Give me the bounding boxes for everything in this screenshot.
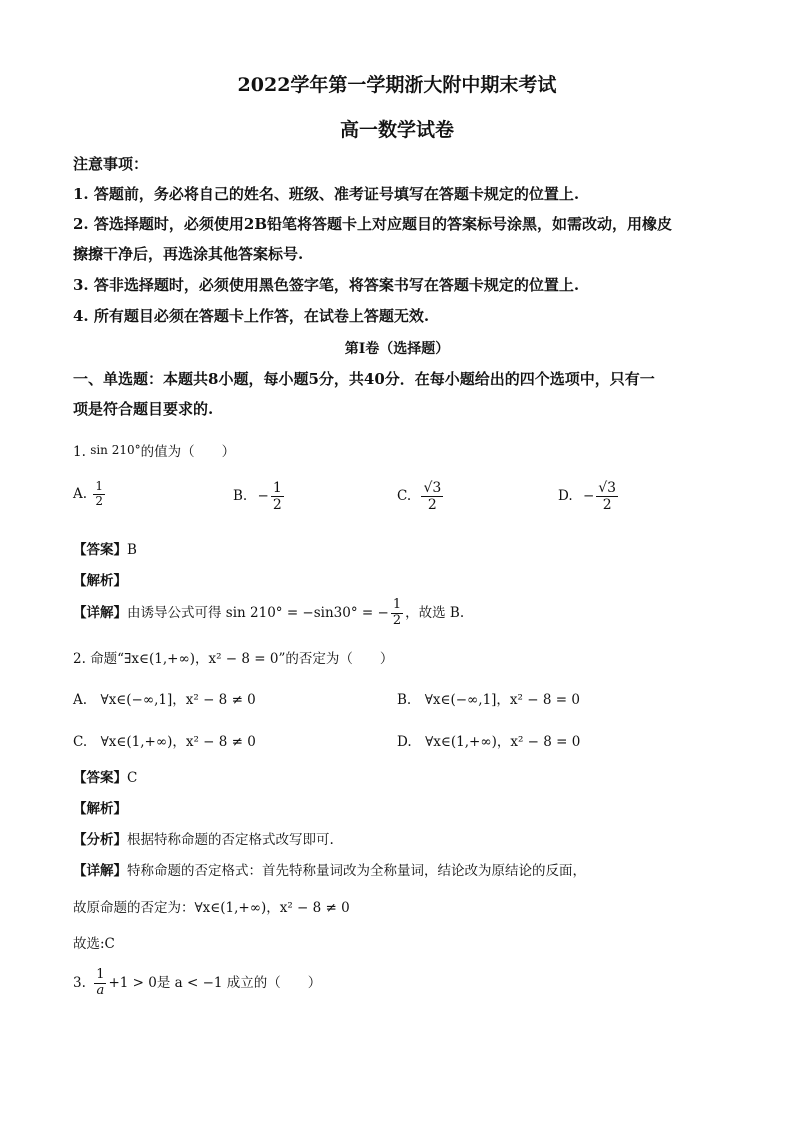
q2-option-c: C. ∀x∈(1,+∞)，x² − 8 ≠ 0: [73, 734, 256, 750]
q2-stem: 2. 命题“∃x∈(1,+∞)，x² − 8 = 0”的否定为（ ）: [73, 651, 394, 667]
note-item-4: 4. 所有题目必须在答题卡上作答，在试卷上答题无效.: [73, 307, 430, 325]
q1-detail: 【详解】由诱导公式可得 sin 210° = −sin30° = − $\frac{1}{2}$ ，故选 B.: [73, 597, 465, 628]
note-item-3: 3. 答非选择题时，必须使用黑色签字笔，将答案书写在答题卡规定的位置上.: [73, 276, 580, 294]
q1-stem-text: 的值为（ ）: [140, 444, 236, 460]
q1-expression: sin 210°: [90, 443, 141, 457]
q2-analysis-label: 【解析】: [73, 801, 127, 817]
q1-option-b: B. − $\frac{1}{2}$: [233, 480, 282, 514]
q1-answer: 【答案】B: [73, 542, 137, 558]
section-title: 第I卷（选择题）: [344, 341, 450, 357]
notes-heading: 注意事项：: [73, 155, 149, 173]
note-item-1: 1. 答题前，务必将自己的姓名、班级、准考证号填写在答题卡规定的位置上.: [73, 185, 580, 203]
q2-option-d: D. ∀x∈(1,+∞)，x² − 8 = 0: [397, 734, 581, 750]
exam-subtitle: 高一数学试卷: [339, 119, 454, 141]
q1-option-d: D. − $\frac{√3}{2}$: [558, 480, 617, 514]
q1-option-a: A. $\frac{1}{2}$: [73, 479, 103, 508]
part1-instructions: 一、单选题：本题共8小题，每小题5分，共40分．在每小题给出的四个选项中，只有一: [73, 370, 655, 388]
q1-analysis-label: 【解析】: [73, 573, 127, 589]
note-item-2-cont: 擦擦干净后，再选涂其他答案标号.: [73, 245, 304, 263]
part1-instructions-cont: 项是符合题目要求的.: [73, 400, 214, 418]
q2-fenxi: 【分析】根据特称命题的否定格式改写即可.: [73, 832, 334, 848]
q2-detail-cont: 故原命题的否定为：∀x∈(1,+∞)，x² − 8 ≠ 0: [73, 900, 350, 916]
q1-stem: [73, 440, 235, 460]
q2-detail: 【详解】特称命题的否定格式：首先特称量词改为全称量词，结论改为原结论的反面，: [73, 863, 586, 879]
q2-option-a: A. ∀x∈(−∞,1]，x² − 8 ≠ 0: [73, 692, 256, 708]
note-item-2: 2. 答选择题时，必须使用2B铅笔将答题卡上对应题目的答案标号涂黑，如需改动，用橡皮: [73, 215, 673, 233]
q1-number: 1.: [73, 444, 86, 460]
q2-answer: 【答案】C: [73, 770, 138, 786]
exam-title: 2022学年第一学期浙大附中期末考试: [237, 74, 557, 96]
q1-option-c: C. $\frac{√3}{2}$: [397, 480, 442, 514]
q3-stem: 3. $\frac{1}{a}$ +1 > 0是 a < −1 成立的（ ）: [73, 967, 322, 998]
q2-option-b: B. ∀x∈(−∞,1]，x² − 8 = 0: [397, 692, 580, 708]
q2-conclusion: 故选:C: [73, 936, 115, 952]
